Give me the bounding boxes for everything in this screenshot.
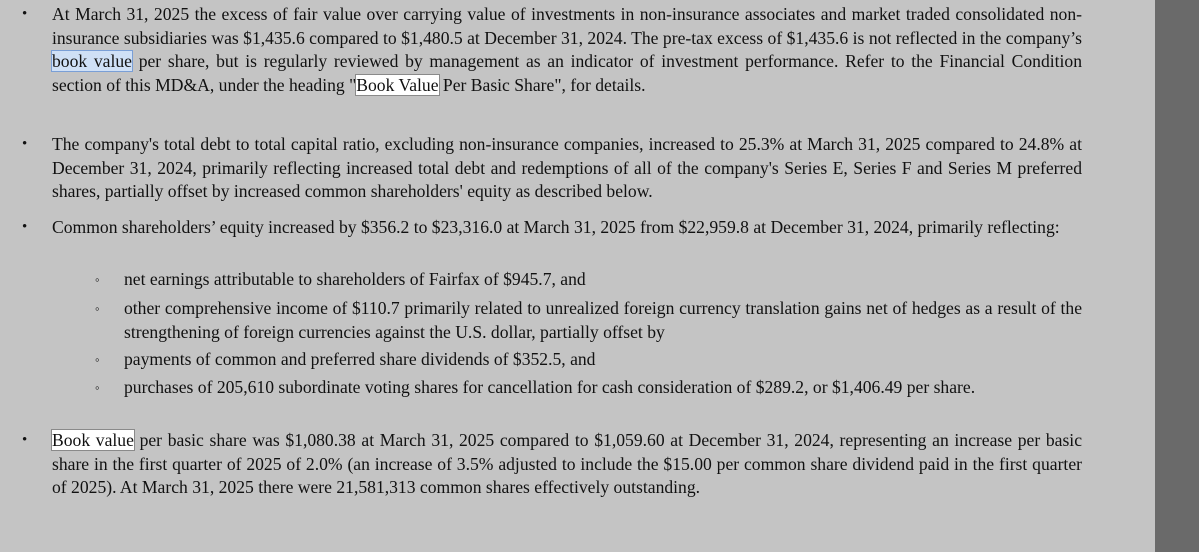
bullet-fair-value-excess <box>52 3 1082 97</box>
sub-bullet-marker: ◦ <box>95 380 100 395</box>
scrollbar-track[interactable] <box>1155 0 1199 552</box>
bullet-text: At March 31, 2025 the excess of fair value over carrying value of investments in non-insurance associates and market traded consolidated non-insurance subsidiaries was $1,435.6 compared to $1,480.5 at December 31, 2024. The pre-tax excess of $1,435.6 is not reflected in the company’s <box>52 4 1082 48</box>
sub-item-dividends: payments of common and preferred share dividends of $352.5, and <box>124 349 596 369</box>
search-highlight-book-value[interactable]: book value <box>52 51 132 72</box>
bullet-text: per share, but is regularly reviewed by management as an indicator of investment performance. Refer to the Financial Condition section of this MD&A, under the heading " <box>52 51 1082 95</box>
bullet-debt-to-capital: The company's total debt to total capital ratio, excluding non-insurance companies, increased to 25.3% at March 31, 2025 compared to 24.8% at December 31, 2024, primarily reflecting increased total debt and redemptions of all of the company's Series E, Series F and Series M preferred shares, partially offset by increased common shareholders' equity as described below. <box>52 134 1082 202</box>
search-highlight-book-value[interactable]: Book value <box>52 430 134 450</box>
bullet-marker: • <box>22 136 28 152</box>
search-highlight-book-value-heading[interactable]: Book Value <box>356 74 439 95</box>
sub-bullet-marker: ◦ <box>95 301 100 316</box>
bullet-shareholders-equity: Common shareholders’ equity increased by $356.2 to $23,316.0 at March 31, 2025 from $22,959.8 at December 31, 2024, primarily reflecting: <box>52 217 1060 237</box>
bullet-marker: • <box>22 219 28 235</box>
bullet-marker: • <box>22 6 28 22</box>
sub-item-other-comprehensive-income: other comprehensive income of $110.7 primarily related to unrealized foreign currency translation gains net of hedges as a result of the strengthening of foreign currencies against the U.S. dollar, partially offset by <box>124 298 1082 342</box>
bullet-marker: • <box>22 432 28 448</box>
bullet-text: Per Basic Share", for details. <box>438 74 646 95</box>
sub-bullet-marker: ◦ <box>95 352 100 367</box>
bullet-text: per basic share was $1,080.38 at March 31, 2025 compared to $1,059.60 at December 31, 2024, representing an increase per basic share in the first quarter of 2025 of 2.0% (an increase of 3.5% adjusted to include the $15.00 per common share dividend paid in the first quarter of 2025). At March 31, 2025 there were 21,581,313 common shares effectively outstanding. <box>52 430 1083 498</box>
bullet-book-value-per-share <box>52 429 1082 500</box>
sub-bullet-marker: ◦ <box>95 272 100 287</box>
sub-item-net-earnings: net earnings attributable to shareholders of Fairfax of $945.7, and <box>124 269 586 289</box>
sub-item-share-purchases: purchases of 205,610 subordinate voting shares for cancellation for cash consideration of $289.2, or $1,406.49 per share. <box>124 377 976 397</box>
